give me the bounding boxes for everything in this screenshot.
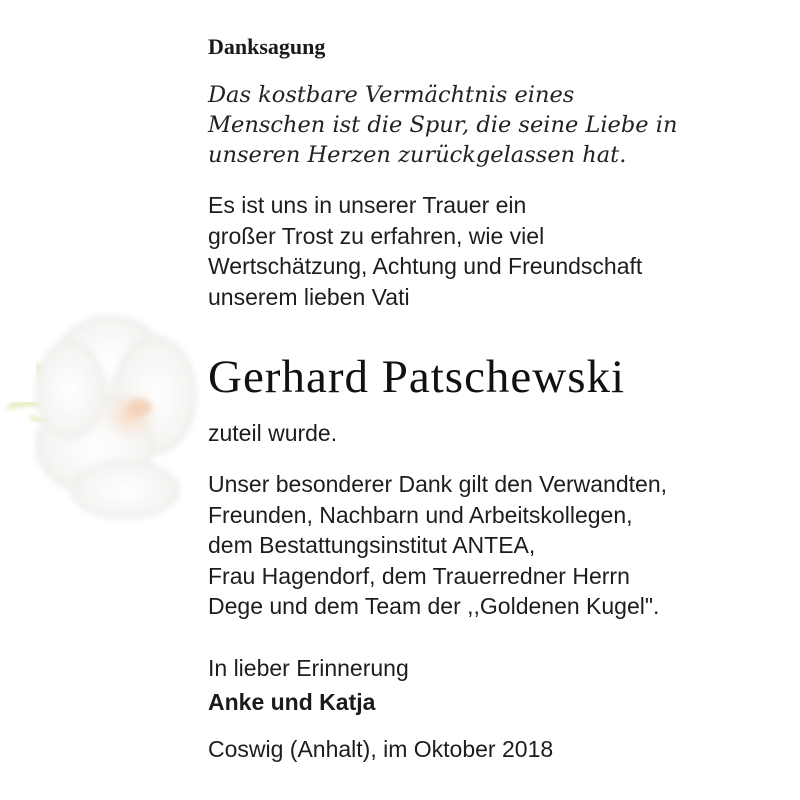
quote-line: Das kostbare Vermächtnis eines	[208, 82, 575, 108]
thanks-line: dem Bestattungsinstitut ANTEA,	[208, 532, 536, 558]
thanks-line: Unser besonderer Dank gilt den Verwandten,	[208, 471, 668, 497]
deceased-name: Gerhard Patschewski	[208, 351, 626, 403]
heading: Danksagung	[208, 34, 326, 59]
quote	[208, 80, 788, 170]
thanks-line: Frau Hagendorf, dem Trauerredner Herrn	[208, 562, 630, 589]
signatories: Anke und Katja	[208, 689, 376, 715]
intro-line: großer Trost zu erfahren, wie viel	[208, 222, 545, 249]
intro-line: Es ist uns in unserer Trauer ein	[208, 192, 527, 218]
closing-text: In lieber Erinnerung	[208, 655, 409, 681]
after-name-text: zuteil wurde.	[208, 420, 338, 446]
thanks-line: Freunden, Nachbarn und Arbeitskollegen,	[208, 501, 633, 528]
quote-line: unseren Herzen zurückgelassen hat.	[208, 142, 627, 168]
thanks-paragraph	[208, 469, 788, 622]
thanks-line: Dege und dem Team der ,,Goldenen Kugel".	[208, 593, 660, 619]
intro-line: Wertschätzung, Achtung und Freundschaft	[208, 253, 643, 279]
intro-line: unserem lieben Vati	[208, 283, 410, 310]
place-date: Coswig (Anhalt), im Oktober 2018	[208, 736, 554, 762]
quote-line: Menschen ist die Spur, die seine Liebe in	[208, 112, 678, 138]
intro-paragraph	[208, 190, 788, 312]
white-orchid-flower-icon	[0, 295, 200, 525]
